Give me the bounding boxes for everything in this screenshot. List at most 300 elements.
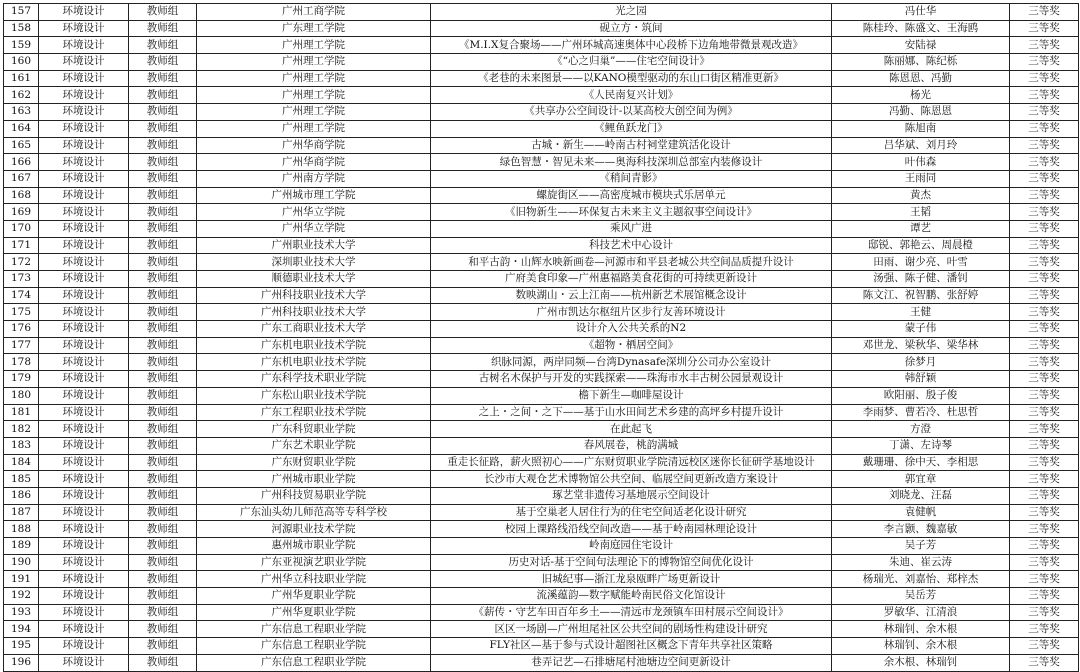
cell-award: 三等奖: [1010, 187, 1079, 204]
cell-authors: 邓世龙、梁秋华、梁华林: [832, 337, 1010, 354]
cell-authors: 王雨同: [832, 170, 1010, 187]
table-row: [4, 70, 1079, 87]
cell-number: 167: [4, 170, 39, 187]
cell-work-title: 历史对话-基于空间句法理论下的博物馆空间优化设计: [431, 554, 832, 571]
cell-work-title: 旧城纪事—浙江龙泉瓯畔广场更新设计: [431, 571, 832, 588]
cell-award: 三等奖: [1010, 104, 1079, 121]
cell-number: 194: [4, 621, 39, 638]
cell-group: 教师组: [129, 4, 197, 21]
cell-authors: 吴岳芳: [832, 588, 1010, 605]
cell-school: 广东信息工程职业学院: [197, 654, 431, 671]
cell-work-title: 《老巷的未来图景——以KANO模型驱动的东山口街区精准更新》: [431, 70, 832, 87]
cell-category: 环境设计: [39, 654, 129, 671]
cell-category: 环境设计: [39, 437, 129, 454]
cell-number: 181: [4, 404, 39, 421]
cell-authors: 陈文江、祝智鹏、张舒婷: [832, 287, 1010, 304]
table-row: [4, 437, 1079, 454]
cell-award: 三等奖: [1010, 371, 1079, 388]
table-row: [4, 54, 1079, 71]
table-row: [4, 337, 1079, 354]
cell-award: 三等奖: [1010, 571, 1079, 588]
table-row: [4, 538, 1079, 555]
cell-award: 三等奖: [1010, 421, 1079, 438]
cell-group: 教师组: [129, 104, 197, 121]
cell-group: 教师组: [129, 271, 197, 288]
cell-group: 教师组: [129, 204, 197, 221]
cell-school: 广东机电职业技术学院: [197, 354, 431, 371]
cell-number: 166: [4, 154, 39, 171]
cell-authors: 林瑞钊、余木根: [832, 638, 1010, 655]
cell-category: 环境设计: [39, 104, 129, 121]
cell-work-title: 《旧物新生——环保复古未来主义主题叙事空间设计》: [431, 204, 832, 221]
cell-work-title: 科技艺术中心设计: [431, 237, 832, 254]
table-row: [4, 471, 1079, 488]
table-row: [4, 421, 1079, 438]
cell-category: 环境设计: [39, 321, 129, 338]
table-row: [4, 604, 1079, 621]
cell-award: 三等奖: [1010, 621, 1079, 638]
cell-award: 三等奖: [1010, 354, 1079, 371]
cell-school: 广东工商职业技术大学: [197, 321, 431, 338]
table-row: [4, 20, 1079, 37]
cell-school: 广东科学技术职业学院: [197, 371, 431, 388]
cell-award: 三等奖: [1010, 471, 1079, 488]
table-row: [4, 271, 1079, 288]
cell-number: 182: [4, 421, 39, 438]
cell-category: 环境设计: [39, 521, 129, 538]
cell-award: 三等奖: [1010, 20, 1079, 37]
cell-authors: 安陆禄: [832, 37, 1010, 54]
cell-school: 广州理工学院: [197, 70, 431, 87]
cell-group: 教师组: [129, 70, 197, 87]
cell-school: 广东理工学院: [197, 20, 431, 37]
cell-category: 环境设计: [39, 554, 129, 571]
cell-school: 广州华立科技职业学院: [197, 571, 431, 588]
awards-table: [3, 3, 1079, 672]
cell-school: 广州华立学院: [197, 220, 431, 237]
cell-school: 广州工商学院: [197, 4, 431, 21]
cell-authors: 王健: [832, 304, 1010, 321]
cell-authors: 冯勤、陈恩恩: [832, 104, 1010, 121]
cell-number: 165: [4, 137, 39, 154]
cell-authors: 冯仕华: [832, 4, 1010, 21]
cell-school: 广东信息工程职业学院: [197, 638, 431, 655]
cell-number: 178: [4, 354, 39, 371]
cell-group: 教师组: [129, 554, 197, 571]
cell-work-title: 《超物・栖居空间》: [431, 337, 832, 354]
cell-school: 广东财贸职业学院: [197, 454, 431, 471]
cell-award: 三等奖: [1010, 437, 1079, 454]
cell-work-title: 在此起飞: [431, 421, 832, 438]
cell-school: 广东汕头幼儿师范高等专科学校: [197, 504, 431, 521]
table-row: [4, 237, 1079, 254]
cell-group: 教师组: [129, 487, 197, 504]
table-row: [4, 454, 1079, 471]
cell-work-title: 广府美食印象—广州惠福路美食花街的可持续更新设计: [431, 271, 832, 288]
cell-group: 教师组: [129, 254, 197, 271]
table-row: [4, 321, 1079, 338]
cell-award: 三等奖: [1010, 220, 1079, 237]
cell-work-title: 织脉同源，两岸同频—台湾Dynasafe深圳分公司办公室设计: [431, 354, 832, 371]
cell-school: 广东信息工程职业学院: [197, 621, 431, 638]
cell-work-title: 设计介入公共关系的N2: [431, 321, 832, 338]
cell-group: 教师组: [129, 421, 197, 438]
cell-authors: 朱迪、崔云涛: [832, 554, 1010, 571]
cell-number: 174: [4, 287, 39, 304]
cell-work-title: FLY社区—基于参与式设计超图社区概念下青年共享社区策略: [431, 638, 832, 655]
cell-category: 环境设计: [39, 421, 129, 438]
cell-category: 环境设计: [39, 170, 129, 187]
cell-group: 教师组: [129, 604, 197, 621]
cell-award: 三等奖: [1010, 387, 1079, 404]
cell-number: 180: [4, 387, 39, 404]
cell-category: 环境设计: [39, 37, 129, 54]
cell-number: 192: [4, 588, 39, 605]
cell-group: 教师组: [129, 220, 197, 237]
cell-work-title: 长沙市大观仓艺术博物馆公共空间、临展空间更新改造方案设计: [431, 471, 832, 488]
cell-award: 三等奖: [1010, 404, 1079, 421]
table-row: [4, 104, 1079, 121]
cell-category: 环境设计: [39, 504, 129, 521]
cell-school: 广州理工学院: [197, 87, 431, 104]
cell-award: 三等奖: [1010, 120, 1079, 137]
cell-category: 环境设计: [39, 454, 129, 471]
cell-school: 广东艺术职业学院: [197, 437, 431, 454]
cell-number: 179: [4, 371, 39, 388]
cell-authors: 杨光: [832, 87, 1010, 104]
table-row: [4, 654, 1079, 671]
cell-work-title: 校园上课路线沿线空间改造——基于岭南园林理论设计: [431, 521, 832, 538]
table-row: [4, 37, 1079, 54]
table-row: [4, 487, 1079, 504]
cell-award: 三等奖: [1010, 204, 1079, 221]
table-row: [4, 87, 1079, 104]
cell-group: 教师组: [129, 154, 197, 171]
cell-work-title: 螺旋街区——高密度城市模块式乐居单元: [431, 187, 832, 204]
cell-school: 顺德职业技术大学: [197, 271, 431, 288]
cell-authors: 王韬: [832, 204, 1010, 221]
cell-authors: 欧阳丽、殷子俊: [832, 387, 1010, 404]
cell-category: 环境设计: [39, 154, 129, 171]
cell-work-title: 区区一场剧—广州坦尾社区公共空间的剧场性构建设计研究: [431, 621, 832, 638]
cell-work-title: 流溪蕴韵—数字赋能岭南民俗文化馆设计: [431, 588, 832, 605]
cell-authors: 陈丽娜、陈纪栎: [832, 54, 1010, 71]
cell-group: 教师组: [129, 337, 197, 354]
cell-group: 教师组: [129, 504, 197, 521]
cell-group: 教师组: [129, 471, 197, 488]
cell-category: 环境设计: [39, 387, 129, 404]
cell-category: 环境设计: [39, 487, 129, 504]
cell-number: 186: [4, 487, 39, 504]
cell-number: 196: [4, 654, 39, 671]
cell-group: 教师组: [129, 387, 197, 404]
cell-work-title: 檐下新生—咖啡屋设计: [431, 387, 832, 404]
cell-group: 教师组: [129, 521, 197, 538]
cell-school: 广州华夏职业学院: [197, 604, 431, 621]
cell-group: 教师组: [129, 588, 197, 605]
cell-authors: 罗敏华、江清浪: [832, 604, 1010, 621]
cell-award: 三等奖: [1010, 454, 1079, 471]
cell-number: 183: [4, 437, 39, 454]
cell-authors: 叶伟森: [832, 154, 1010, 171]
cell-number: 162: [4, 87, 39, 104]
cell-school: 广州理工学院: [197, 120, 431, 137]
cell-work-title: 基于空巢老人居住行为的住宅空间适老化设计研究: [431, 504, 832, 521]
cell-group: 教师组: [129, 354, 197, 371]
cell-authors: 韩舒颖: [832, 371, 1010, 388]
cell-authors: 刘晓龙、汪磊: [832, 487, 1010, 504]
cell-category: 环境设计: [39, 604, 129, 621]
cell-work-title: 古城・新生——岭南古村祠堂建筑活化设计: [431, 137, 832, 154]
cell-work-title: 《共享办公空间设计-以某高校大创空间为例》: [431, 104, 832, 121]
table-row: [4, 204, 1079, 221]
cell-award: 三等奖: [1010, 70, 1079, 87]
cell-award: 三等奖: [1010, 538, 1079, 555]
cell-group: 教师组: [129, 304, 197, 321]
cell-authors: 郭宜章: [832, 471, 1010, 488]
table-row: [4, 120, 1079, 137]
cell-group: 教师组: [129, 321, 197, 338]
cell-work-title: 光之园: [431, 4, 832, 21]
cell-work-title: 春风展卷，桃韵满城: [431, 437, 832, 454]
cell-number: 157: [4, 4, 39, 21]
cell-school: 广东亚视演艺职业学院: [197, 554, 431, 571]
cell-group: 教师组: [129, 454, 197, 471]
cell-school: 广州科技贸易职业学院: [197, 487, 431, 504]
cell-category: 环境设计: [39, 187, 129, 204]
cell-authors: 黄杰: [832, 187, 1010, 204]
cell-award: 三等奖: [1010, 638, 1079, 655]
cell-number: 195: [4, 638, 39, 655]
cell-authors: 李雨梦、曹若冷、杜思哲: [832, 404, 1010, 421]
table-row: [4, 571, 1079, 588]
cell-work-title: 《薪传・守艺车田百年乡土——清远市龙颈镇车田村展示空间设计》: [431, 604, 832, 621]
cell-group: 教师组: [129, 287, 197, 304]
cell-group: 教师组: [129, 120, 197, 137]
cell-award: 三等奖: [1010, 54, 1079, 71]
cell-school: 广州理工学院: [197, 54, 431, 71]
cell-category: 环境设计: [39, 4, 129, 21]
cell-work-title: 砚立方・筑间: [431, 20, 832, 37]
cell-award: 三等奖: [1010, 4, 1079, 21]
cell-school: 广州南方学院: [197, 170, 431, 187]
cell-school: 广州华夏职业学院: [197, 588, 431, 605]
awards-table-body: [4, 4, 1079, 672]
table-row: [4, 354, 1079, 371]
table-row: [4, 621, 1079, 638]
cell-group: 教师组: [129, 437, 197, 454]
cell-work-title: 琢艺堂非遗传习基地展示空间设计: [431, 487, 832, 504]
cell-authors: 徐梦月: [832, 354, 1010, 371]
cell-group: 教师组: [129, 54, 197, 71]
cell-category: 环境设计: [39, 220, 129, 237]
cell-school: 广州华商学院: [197, 154, 431, 171]
cell-award: 三等奖: [1010, 170, 1079, 187]
cell-number: 161: [4, 70, 39, 87]
cell-award: 三等奖: [1010, 37, 1079, 54]
cell-award: 三等奖: [1010, 154, 1079, 171]
cell-authors: 汤强、陈子健、潘钊: [832, 271, 1010, 288]
cell-school: 惠州城市职业学院: [197, 538, 431, 555]
cell-award: 三等奖: [1010, 487, 1079, 504]
cell-number: 176: [4, 321, 39, 338]
cell-number: 164: [4, 120, 39, 137]
table-row: [4, 504, 1079, 521]
cell-authors: 吕华斌、刘月玲: [832, 137, 1010, 154]
cell-category: 环境设计: [39, 204, 129, 221]
cell-group: 教师组: [129, 538, 197, 555]
cell-work-title: 数映湖山・云上江南——杭州新艺术展馆概念设计: [431, 287, 832, 304]
cell-award: 三等奖: [1010, 254, 1079, 271]
cell-number: 170: [4, 220, 39, 237]
cell-category: 环境设计: [39, 137, 129, 154]
cell-school: 广东机电职业技术学院: [197, 337, 431, 354]
table-row: [4, 404, 1079, 421]
cell-authors: 邸锐、郭艳云、周晨橙: [832, 237, 1010, 254]
cell-category: 环境设计: [39, 70, 129, 87]
table-row: [4, 254, 1079, 271]
cell-category: 环境设计: [39, 337, 129, 354]
cell-category: 环境设计: [39, 621, 129, 638]
cell-authors: 谭艺: [832, 220, 1010, 237]
cell-award: 三等奖: [1010, 87, 1079, 104]
cell-category: 环境设计: [39, 287, 129, 304]
cell-group: 教师组: [129, 571, 197, 588]
cell-group: 教师组: [129, 654, 197, 671]
cell-work-title: 岭南庭园住宅设计: [431, 538, 832, 555]
cell-award: 三等奖: [1010, 521, 1079, 538]
cell-group: 教师组: [129, 37, 197, 54]
cell-category: 环境设计: [39, 254, 129, 271]
cell-number: 171: [4, 237, 39, 254]
cell-number: 184: [4, 454, 39, 471]
table-row: [4, 220, 1079, 237]
cell-number: 177: [4, 337, 39, 354]
cell-authors: 戴珊珊、徐中天、李相思: [832, 454, 1010, 471]
cell-authors: 田雨、谢少亮、叶雪: [832, 254, 1010, 271]
cell-number: 193: [4, 604, 39, 621]
cell-work-title: 《鲤鱼跃龙门》: [431, 120, 832, 137]
cell-category: 环境设计: [39, 638, 129, 655]
cell-group: 教师组: [129, 137, 197, 154]
cell-authors: 杨瑞光、刘嘉怡、郑梓杰: [832, 571, 1010, 588]
cell-school: 深圳职业技术大学: [197, 254, 431, 271]
cell-award: 三等奖: [1010, 337, 1079, 354]
cell-number: 191: [4, 571, 39, 588]
cell-number: 185: [4, 471, 39, 488]
cell-category: 环境设计: [39, 304, 129, 321]
cell-number: 188: [4, 521, 39, 538]
cell-authors: 蒙子伟: [832, 321, 1010, 338]
cell-group: 教师组: [129, 638, 197, 655]
table-row: [4, 170, 1079, 187]
cell-category: 环境设计: [39, 404, 129, 421]
cell-authors: 袁健帆: [832, 504, 1010, 521]
cell-award: 三等奖: [1010, 588, 1079, 605]
cell-group: 教师组: [129, 87, 197, 104]
cell-award: 三等奖: [1010, 271, 1079, 288]
cell-work-title: 巷弄记艺—石排塘尾村池塘边空间更新设计: [431, 654, 832, 671]
cell-number: 175: [4, 304, 39, 321]
cell-award: 三等奖: [1010, 287, 1079, 304]
cell-category: 环境设计: [39, 471, 129, 488]
cell-number: 189: [4, 538, 39, 555]
cell-group: 教师组: [129, 20, 197, 37]
cell-school: 广东松山职业技术学院: [197, 387, 431, 404]
cell-authors: 陈恩恩、冯勤: [832, 70, 1010, 87]
cell-group: 教师组: [129, 371, 197, 388]
cell-work-title: 和平古韵・山辉水映新画卷—河源市和平县老城公共空间品质提升设计: [431, 254, 832, 271]
cell-award: 三等奖: [1010, 304, 1079, 321]
cell-group: 教师组: [129, 187, 197, 204]
table-row: [4, 137, 1079, 154]
cell-award: 三等奖: [1010, 654, 1079, 671]
cell-work-title: 《稍间青影》: [431, 170, 832, 187]
cell-school: 广州理工学院: [197, 104, 431, 121]
cell-group: 教师组: [129, 404, 197, 421]
cell-award: 三等奖: [1010, 237, 1079, 254]
cell-award: 三等奖: [1010, 604, 1079, 621]
cell-category: 环境设计: [39, 20, 129, 37]
table-row: [4, 521, 1079, 538]
cell-number: 173: [4, 271, 39, 288]
cell-school: 广州城市职业学院: [197, 471, 431, 488]
cell-work-title: 绿色智慧・智见未来——奥海科技深圳总部室内装修设计: [431, 154, 832, 171]
cell-category: 环境设计: [39, 271, 129, 288]
cell-authors: 陈旭南: [832, 120, 1010, 137]
cell-category: 环境设计: [39, 371, 129, 388]
cell-category: 环境设计: [39, 120, 129, 137]
cell-number: 158: [4, 20, 39, 37]
cell-category: 环境设计: [39, 588, 129, 605]
cell-category: 环境设计: [39, 354, 129, 371]
cell-school: 广州城市理工学院: [197, 187, 431, 204]
cell-authors: 林瑞钊、余木根: [832, 621, 1010, 638]
cell-school: 广州科技职业技术大学: [197, 304, 431, 321]
table-row: [4, 638, 1079, 655]
cell-number: 172: [4, 254, 39, 271]
cell-number: 168: [4, 187, 39, 204]
cell-authors: 陈桂玲、陈盛文、王海鸥: [832, 20, 1010, 37]
table-row: [4, 154, 1079, 171]
cell-school: 广州科技职业技术大学: [197, 287, 431, 304]
table-row: [4, 187, 1079, 204]
table-row: [4, 287, 1079, 304]
cell-number: 187: [4, 504, 39, 521]
cell-school: 河源职业技术学院: [197, 521, 431, 538]
cell-work-title: 重走长征路，薪火照初心——广东财贸职业学院清远校区迷你长征研学基地设计: [431, 454, 832, 471]
table-row: [4, 387, 1079, 404]
table-row: [4, 588, 1079, 605]
cell-work-title: 广州市凯达尔枢纽片区步行友善环境设计: [431, 304, 832, 321]
cell-award: 三等奖: [1010, 504, 1079, 521]
cell-work-title: 《“心之归巢”——住宅空间设计》: [431, 54, 832, 71]
cell-work-title: 《人民南复兴计划》: [431, 87, 832, 104]
table-row: [4, 554, 1079, 571]
cell-category: 环境设计: [39, 571, 129, 588]
cell-authors: 李言颢、魏嘉敏: [832, 521, 1010, 538]
cell-authors: 丁潇、左诗琴: [832, 437, 1010, 454]
cell-award: 三等奖: [1010, 554, 1079, 571]
cell-work-title: 《M.I.X复合聚场——广州环城高速奥体中心段桥下边角地带微景观改造》: [431, 37, 832, 54]
cell-school: 广东工程职业技术学院: [197, 404, 431, 421]
cell-category: 环境设计: [39, 54, 129, 71]
cell-award: 三等奖: [1010, 321, 1079, 338]
cell-school: 广州华立学院: [197, 204, 431, 221]
cell-number: 159: [4, 37, 39, 54]
cell-work-title: 之上・之间・之下——基于山水田间艺术乡建的高坪乡村提升设计: [431, 404, 832, 421]
table-row: [4, 304, 1079, 321]
